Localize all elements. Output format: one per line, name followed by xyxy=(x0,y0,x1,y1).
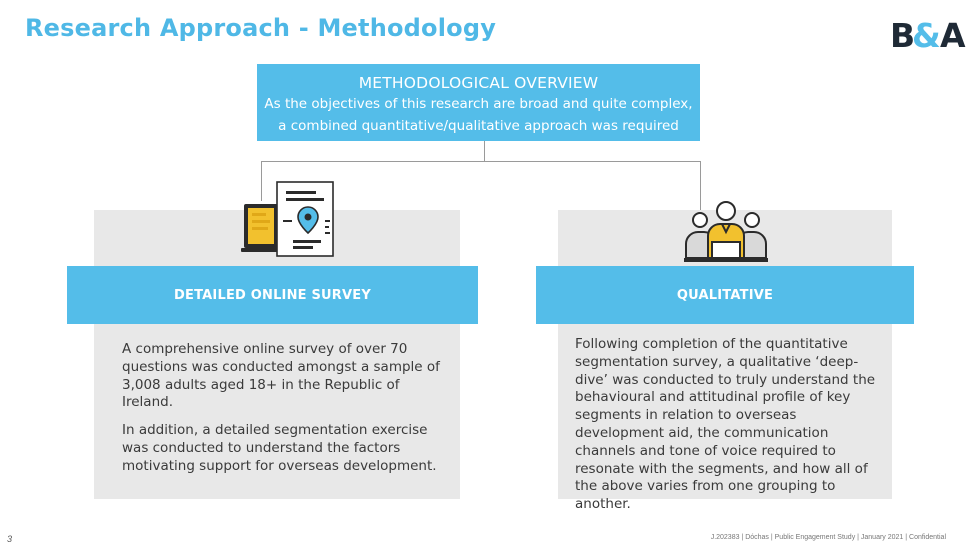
page-number: 3 xyxy=(7,534,13,544)
slide-title: Research Approach - Methodology xyxy=(25,14,497,42)
svg-text:A: A xyxy=(940,16,966,52)
survey-document-icon xyxy=(241,180,337,260)
svg-text:B: B xyxy=(890,16,916,52)
connector-horizontal xyxy=(261,161,701,162)
survey-description xyxy=(122,341,440,486)
survey-paragraph-1: A comprehensive online survey of over 70 questions was conducted amongst a sample of 3,008 adults aged 18+ in the Republic of Ireland. xyxy=(122,341,440,411)
survey-label-bar: DETAILED ONLINE SURVEY xyxy=(67,266,478,324)
qualitative-label-bar: QUALITATIVE xyxy=(536,266,914,324)
svg-text:&: & xyxy=(912,16,941,52)
group-meeting-icon xyxy=(682,198,770,264)
qualitative-paragraph-1: Following completion of the quantitative segmentation survey, a qualitative ‘deep-dive’ was conducted to truly understand the behavioural and attitudinal profile of key segments in relation to overseas development aid, the communication channels and tone of voice required to resonate with the segments, and how all of the above varies from one grouping to another. xyxy=(575,336,876,513)
connector-vertical-top xyxy=(484,141,485,161)
survey-paragraph-2: In addition, a detailed segmentation exercise was conducted to understand the factors motivating support for overseas development. xyxy=(122,422,437,474)
brand-logo xyxy=(890,14,968,52)
qualitative-description xyxy=(575,336,887,524)
overview-line-1: As the objectives of this research are broad and quite complex, xyxy=(264,96,693,112)
footer-text: J.202383 | Dóchas | Public Engagement Study | January 2021 | Confidential xyxy=(710,534,946,541)
overview-line-2: a combined quantitative/qualitative approach was required xyxy=(278,118,679,134)
methodology-overview-box xyxy=(257,64,700,141)
overview-heading: METHODOLOGICAL OVERVIEW xyxy=(358,74,599,92)
